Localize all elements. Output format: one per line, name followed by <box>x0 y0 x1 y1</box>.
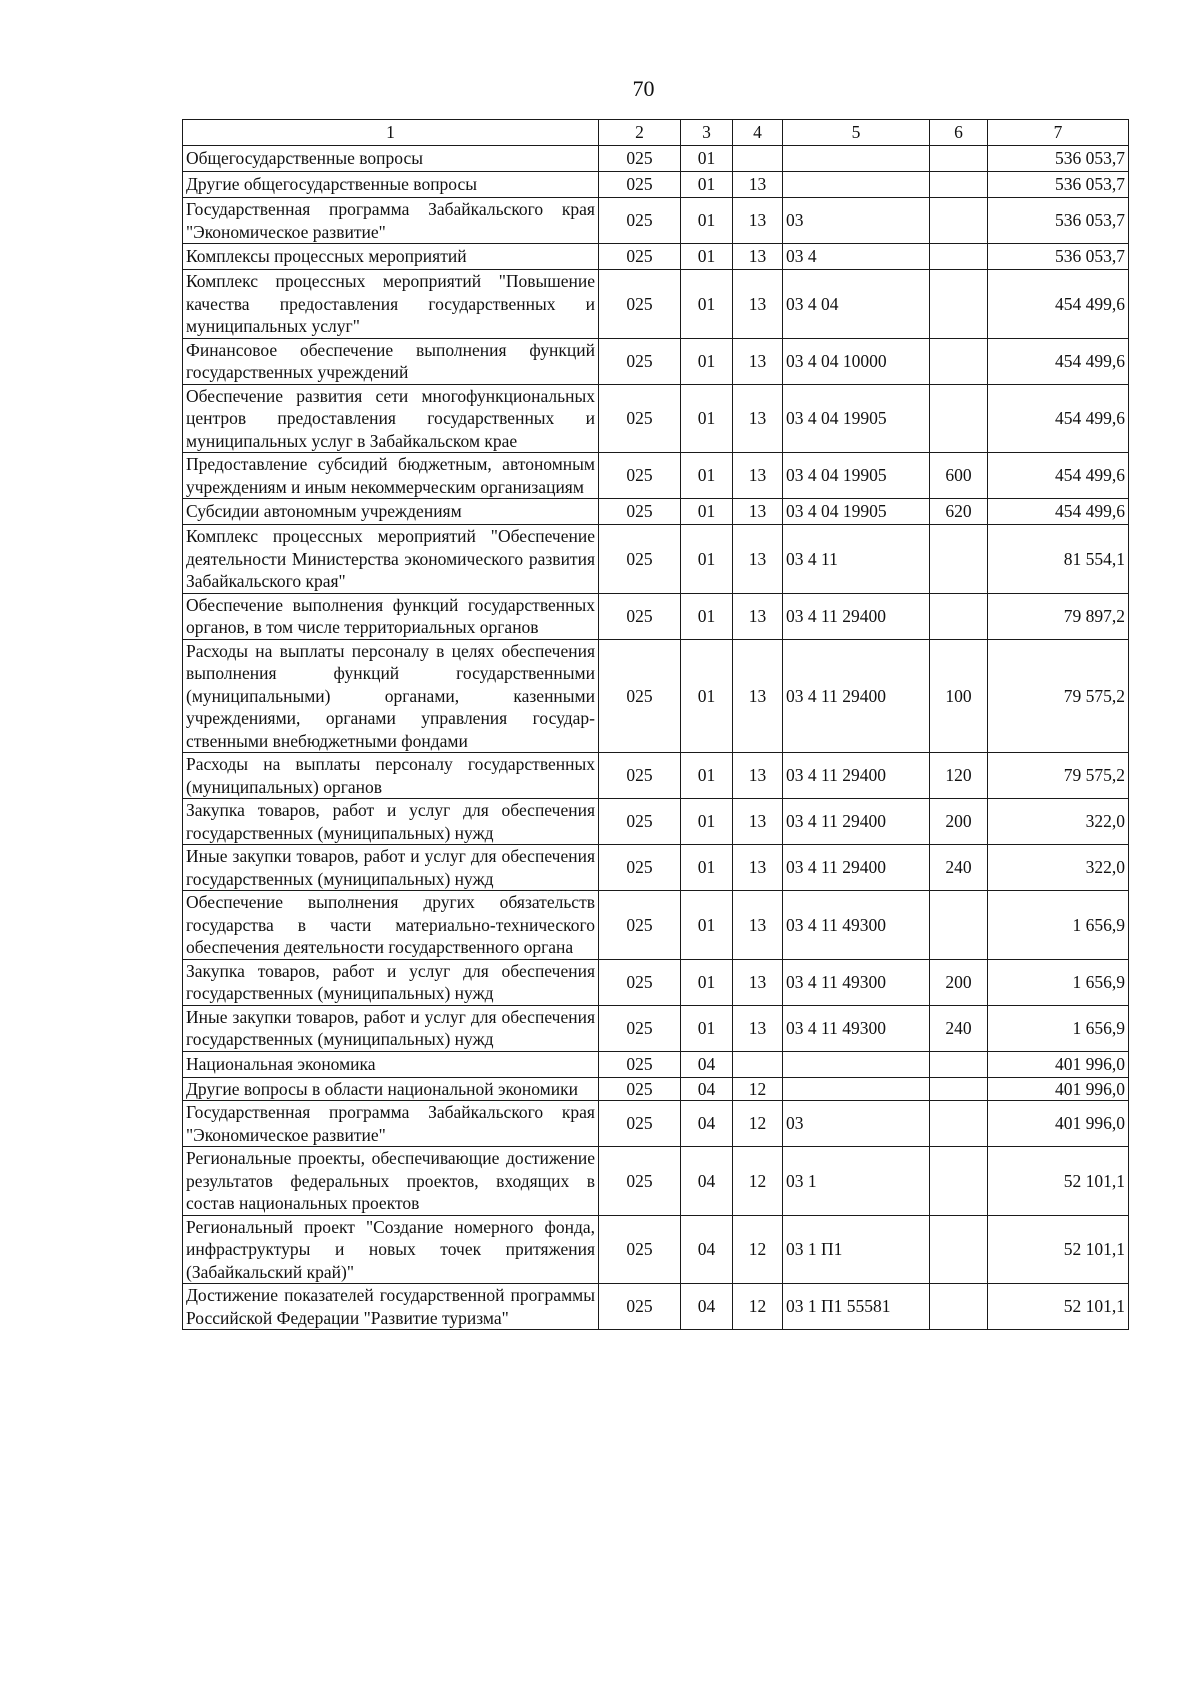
ministry-code: 025 <box>599 172 681 198</box>
amount: 322,0 <box>988 845 1129 891</box>
ministry-code: 025 <box>599 1005 681 1051</box>
table-row <box>183 1284 1129 1330</box>
amount: 454 499,6 <box>988 270 1129 339</box>
table-row <box>183 799 1129 845</box>
table-row <box>183 1051 1129 1077</box>
expense-name: Иные закупки товаров, работ и услуг для обеспечения государственных (муниципальных) нужд <box>183 1005 599 1051</box>
expense-type-code: 240 <box>930 845 988 891</box>
expense-name: Закупка товаров, работ и услуг для обеспечения государственных (муниципальных) нужд <box>183 959 599 1005</box>
section-code: 04 <box>681 1284 733 1330</box>
table-row <box>183 525 1129 594</box>
table-row <box>183 639 1129 753</box>
expense-type-code <box>930 384 988 453</box>
amount: 52 101,1 <box>988 1147 1129 1216</box>
column-header-3: 3 <box>681 120 733 146</box>
section-code: 01 <box>681 639 733 753</box>
expense-name: Региональные проекты, обеспечивающие достижение результатов федеральных проектов, входящих в состав национальных проектов <box>183 1147 599 1216</box>
ministry-code: 025 <box>599 959 681 1005</box>
table-row <box>183 1005 1129 1051</box>
subsection-code: 12 <box>733 1284 783 1330</box>
expense-type-code: 200 <box>930 959 988 1005</box>
ministry-code: 025 <box>599 499 681 525</box>
expense-name: Расходы на выплаты персоналу государственных (муниципальных) органов <box>183 753 599 799</box>
column-header-7: 7 <box>988 120 1129 146</box>
ministry-code: 025 <box>599 146 681 172</box>
expense-name: Финансовое обеспечение выполнения функций государственных учреждений <box>183 338 599 384</box>
expense-type-code: 600 <box>930 453 988 499</box>
amount: 454 499,6 <box>988 453 1129 499</box>
table-row <box>183 1077 1129 1101</box>
ministry-code: 025 <box>599 1051 681 1077</box>
amount: 536 053,7 <box>988 244 1129 270</box>
target-article-code <box>783 172 930 198</box>
table-row <box>183 499 1129 525</box>
column-header-6: 6 <box>930 120 988 146</box>
target-article-code: 03 4 04 19905 <box>783 384 930 453</box>
page-number: 70 <box>632 76 655 101</box>
target-article-code <box>783 1077 930 1101</box>
subsection-code: 13 <box>733 244 783 270</box>
expense-name: Другие вопросы в области национальной экономики <box>183 1077 599 1101</box>
subsection-code: 13 <box>733 1005 783 1051</box>
table-row <box>183 891 1129 960</box>
table-row <box>183 1101 1129 1147</box>
target-article-code: 03 4 11 <box>783 525 930 594</box>
expense-type-code <box>930 270 988 339</box>
expense-name: Общегосударственные вопросы <box>183 146 599 172</box>
subsection-code: 13 <box>733 384 783 453</box>
expense-type-code: 100 <box>930 639 988 753</box>
table-row <box>183 146 1129 172</box>
expense-type-code <box>930 338 988 384</box>
expense-name: Предоставление субсидий бюджетным, автономным учреждениям и иным некоммерческим организациям <box>183 453 599 499</box>
subsection-code: 13 <box>733 639 783 753</box>
target-article-code: 03 4 11 29400 <box>783 753 930 799</box>
ministry-code: 025 <box>599 525 681 594</box>
budget-table <box>182 119 1129 1330</box>
section-code: 04 <box>681 1077 733 1101</box>
amount: 322,0 <box>988 799 1129 845</box>
section-code: 01 <box>681 198 733 244</box>
expense-name: Обеспечение выполнения других обязательств государства в части материально-технического обеспечения деятельности государственного органа <box>183 891 599 960</box>
expense-type-code <box>930 1101 988 1147</box>
amount: 81 554,1 <box>988 525 1129 594</box>
subsection-code: 13 <box>733 338 783 384</box>
ministry-code: 025 <box>599 753 681 799</box>
ministry-code: 025 <box>599 338 681 384</box>
target-article-code: 03 1 П1 55581 <box>783 1284 930 1330</box>
section-code: 01 <box>681 845 733 891</box>
target-article-code: 03 <box>783 1101 930 1147</box>
target-article-code: 03 4 04 10000 <box>783 338 930 384</box>
table-row <box>183 198 1129 244</box>
expense-name: Субсидии автономным учреждениям <box>183 499 599 525</box>
subsection-code: 13 <box>733 593 783 639</box>
target-article-code: 03 <box>783 198 930 244</box>
ministry-code: 025 <box>599 270 681 339</box>
amount: 536 053,7 <box>988 146 1129 172</box>
expense-type-code <box>930 891 988 960</box>
section-code: 01 <box>681 525 733 594</box>
subsection-code: 13 <box>733 525 783 594</box>
ministry-code: 025 <box>599 384 681 453</box>
table-row <box>183 1215 1129 1284</box>
target-article-code: 03 4 04 <box>783 270 930 339</box>
expense-name: Другие общегосударственные вопросы <box>183 172 599 198</box>
expense-type-code: 620 <box>930 499 988 525</box>
expense-name: Комплекс процессных мероприятий "Обеспечение деятельности Министерства экономического развития Забайкальского края" <box>183 525 599 594</box>
target-article-code: 03 4 11 29400 <box>783 639 930 753</box>
table-row <box>183 453 1129 499</box>
section-code: 01 <box>681 244 733 270</box>
subsection-code: 13 <box>733 198 783 244</box>
amount: 401 996,0 <box>988 1077 1129 1101</box>
target-article-code: 03 4 11 49300 <box>783 959 930 1005</box>
amount: 79 575,2 <box>988 753 1129 799</box>
subsection-code: 13 <box>733 845 783 891</box>
amount: 454 499,6 <box>988 384 1129 453</box>
subsection-code: 13 <box>733 891 783 960</box>
table-row <box>183 338 1129 384</box>
amount: 52 101,1 <box>988 1284 1129 1330</box>
column-header-2: 2 <box>599 120 681 146</box>
ministry-code: 025 <box>599 593 681 639</box>
table-row <box>183 845 1129 891</box>
amount: 536 053,7 <box>988 198 1129 244</box>
expense-name: Обеспечение развития сети многофункциональных центров предоставления государственных и муниципальных услуг в Забайкальском крае <box>183 384 599 453</box>
table-row <box>183 753 1129 799</box>
target-article-code: 03 4 11 49300 <box>783 891 930 960</box>
table-row <box>183 1147 1129 1216</box>
subsection-code: 13 <box>733 270 783 339</box>
target-article-code <box>783 146 930 172</box>
expense-type-code <box>930 1051 988 1077</box>
ministry-code: 025 <box>599 453 681 499</box>
section-code: 01 <box>681 270 733 339</box>
subsection-code: 13 <box>733 172 783 198</box>
section-code: 01 <box>681 172 733 198</box>
expense-type-code <box>930 1147 988 1216</box>
expense-name: Иные закупки товаров, работ и услуг для обеспечения государственных (муниципальных) нужд <box>183 845 599 891</box>
target-article-code <box>783 1051 930 1077</box>
section-code: 01 <box>681 593 733 639</box>
subsection-code: 13 <box>733 753 783 799</box>
ministry-code: 025 <box>599 198 681 244</box>
section-code: 04 <box>681 1147 733 1216</box>
column-header-1: 1 <box>183 120 599 146</box>
target-article-code: 03 4 <box>783 244 930 270</box>
section-code: 01 <box>681 146 733 172</box>
expense-type-code <box>930 1077 988 1101</box>
target-article-code: 03 1 П1 <box>783 1215 930 1284</box>
target-article-code: 03 4 11 49300 <box>783 1005 930 1051</box>
expense-type-code: 120 <box>930 753 988 799</box>
column-header-5: 5 <box>783 120 930 146</box>
expense-name: Комплекс процессных мероприятий "Повышение качества предоставления государственных и муниципальных услуг" <box>183 270 599 339</box>
expense-name: Региональный проект "Создание номерного фонда, инфраструктуры и новых точек притяжения (Забайкальский край)" <box>183 1215 599 1284</box>
section-code: 01 <box>681 959 733 1005</box>
expense-name: Закупка товаров, работ и услуг для обеспечения государственных (муниципальных) нужд <box>183 799 599 845</box>
subsection-code: 13 <box>733 453 783 499</box>
amount: 79 897,2 <box>988 593 1129 639</box>
column-number-header-row <box>183 120 1129 146</box>
subsection-code: 12 <box>733 1215 783 1284</box>
expense-type-code: 200 <box>930 799 988 845</box>
section-code: 04 <box>681 1101 733 1147</box>
expense-type-code <box>930 593 988 639</box>
expense-type-code <box>930 1284 988 1330</box>
expense-type-code <box>930 172 988 198</box>
subsection-code: 13 <box>733 499 783 525</box>
expense-type-code <box>930 198 988 244</box>
table-row <box>183 384 1129 453</box>
section-code: 04 <box>681 1215 733 1284</box>
ministry-code: 025 <box>599 1147 681 1216</box>
target-article-code: 03 4 04 19905 <box>783 499 930 525</box>
amount: 401 996,0 <box>988 1051 1129 1077</box>
section-code: 01 <box>681 384 733 453</box>
subsection-code: 13 <box>733 959 783 1005</box>
ministry-code: 025 <box>599 799 681 845</box>
table-row <box>183 270 1129 339</box>
section-code: 01 <box>681 338 733 384</box>
expense-type-code <box>930 146 988 172</box>
expense-type-code: 240 <box>930 1005 988 1051</box>
expense-name: Обеспечение выполнения функций государственных органов, в том числе территориальных органов <box>183 593 599 639</box>
amount: 79 575,2 <box>988 639 1129 753</box>
expense-type-code <box>930 1215 988 1284</box>
ministry-code: 025 <box>599 1077 681 1101</box>
section-code: 04 <box>681 1051 733 1077</box>
amount: 1 656,9 <box>988 891 1129 960</box>
expense-type-code <box>930 525 988 594</box>
table-row <box>183 593 1129 639</box>
table-row <box>183 244 1129 270</box>
expense-name: Национальная экономика <box>183 1051 599 1077</box>
expense-name: Государственная программа Забайкальского края "Экономическое развитие" <box>183 1101 599 1147</box>
column-header-4: 4 <box>733 120 783 146</box>
target-article-code: 03 4 11 29400 <box>783 799 930 845</box>
ministry-code: 025 <box>599 891 681 960</box>
section-code: 01 <box>681 799 733 845</box>
amount: 1 656,9 <box>988 1005 1129 1051</box>
ministry-code: 025 <box>599 1284 681 1330</box>
expense-type-code <box>930 244 988 270</box>
ministry-code: 025 <box>599 639 681 753</box>
amount: 454 499,6 <box>988 499 1129 525</box>
subsection-code: 12 <box>733 1101 783 1147</box>
amount: 1 656,9 <box>988 959 1129 1005</box>
expense-name: Комплексы процессных мероприятий <box>183 244 599 270</box>
target-article-code: 03 1 <box>783 1147 930 1216</box>
target-article-code: 03 4 04 19905 <box>783 453 930 499</box>
amount: 52 101,1 <box>988 1215 1129 1284</box>
section-code: 01 <box>681 891 733 960</box>
subsection-code: 12 <box>733 1147 783 1216</box>
subsection-code <box>733 1051 783 1077</box>
section-code: 01 <box>681 499 733 525</box>
ministry-code: 025 <box>599 1215 681 1284</box>
target-article-code: 03 4 11 29400 <box>783 845 930 891</box>
amount: 401 996,0 <box>988 1101 1129 1147</box>
section-code: 01 <box>681 1005 733 1051</box>
table-row <box>183 959 1129 1005</box>
subsection-code: 12 <box>733 1077 783 1101</box>
amount: 454 499,6 <box>988 338 1129 384</box>
ministry-code: 025 <box>599 1101 681 1147</box>
subsection-code <box>733 146 783 172</box>
ministry-code: 025 <box>599 244 681 270</box>
section-code: 01 <box>681 753 733 799</box>
ministry-code: 025 <box>599 845 681 891</box>
table-row <box>183 172 1129 198</box>
section-code: 01 <box>681 453 733 499</box>
amount: 536 053,7 <box>988 172 1129 198</box>
expense-name: Расходы на выплаты персоналу в целях обеспечения выполнения функций государственными (муниципальными) органами, казенными учреждениями, органами управления государственными внебюджетными фондами <box>183 639 599 753</box>
expense-name: Государственная программа Забайкальского края "Экономическое развитие" <box>183 198 599 244</box>
subsection-code: 13 <box>733 799 783 845</box>
expense-name: Достижение показателей государственной программы Российской Федерации "Развитие туризма" <box>183 1284 599 1330</box>
target-article-code: 03 4 11 29400 <box>783 593 930 639</box>
